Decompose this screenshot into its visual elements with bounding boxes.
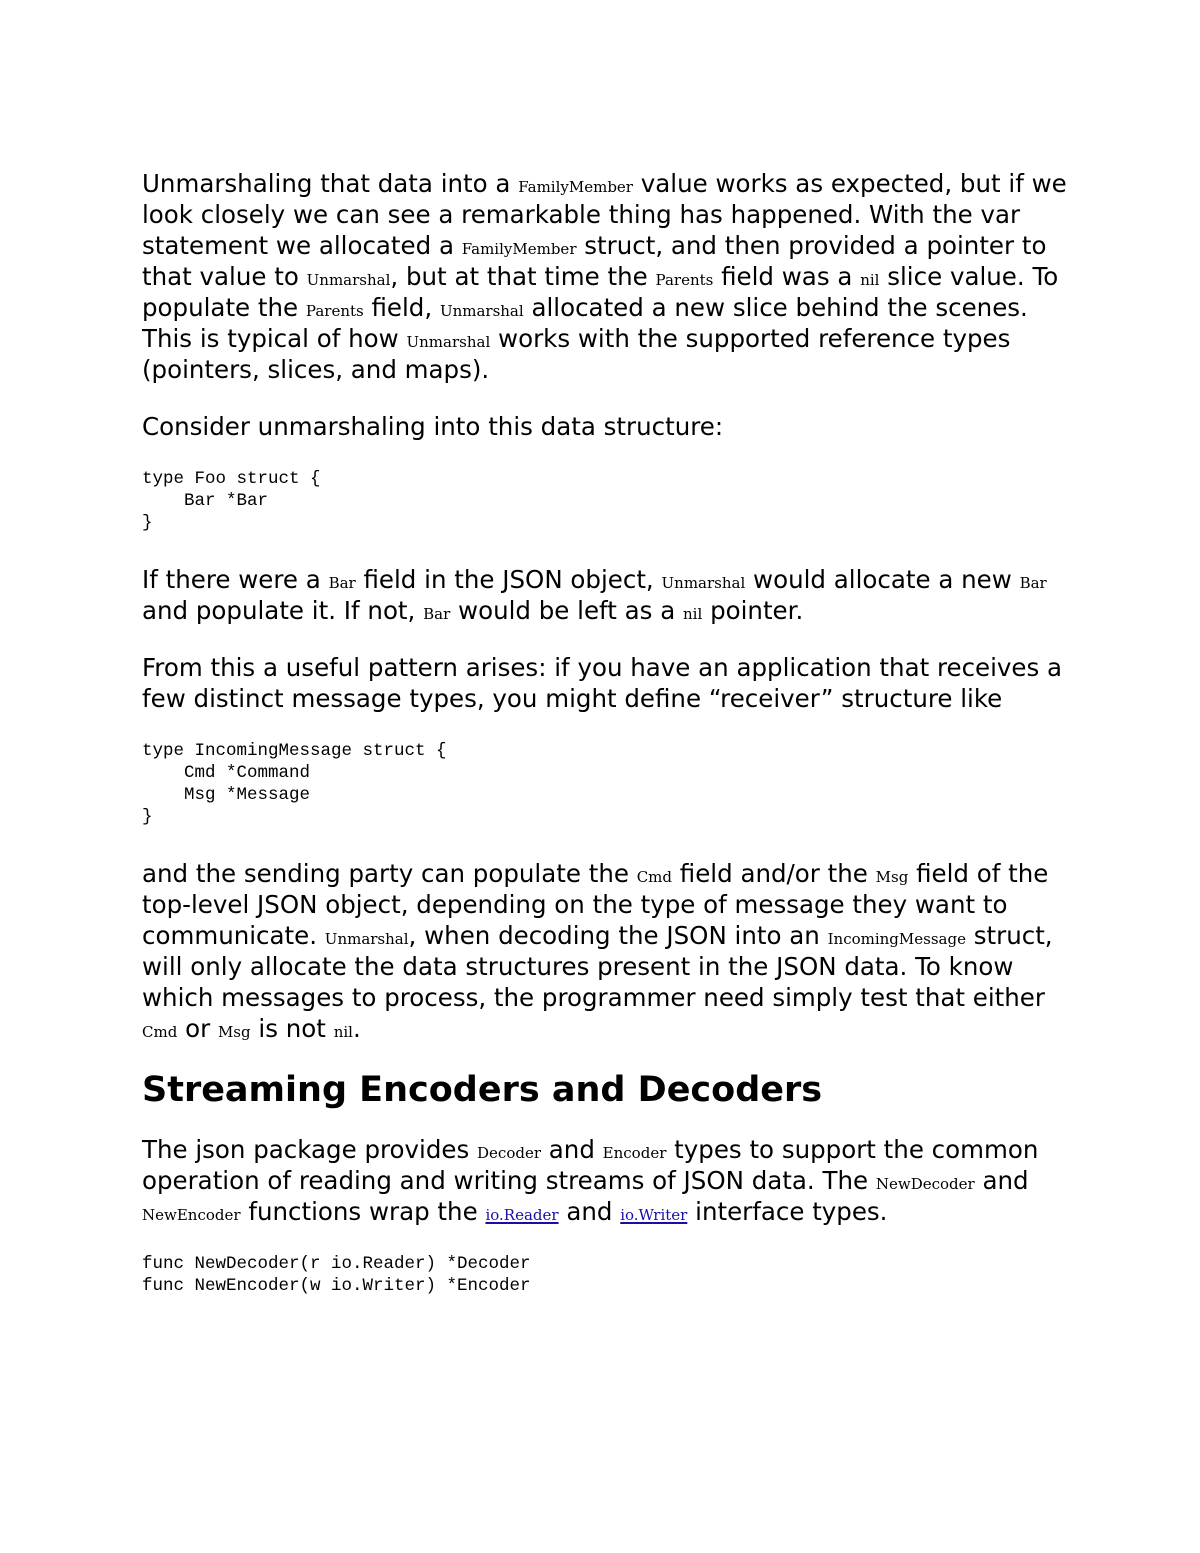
text-run: field of the top-level JSON object, depending on the type of message they want to communicate. [142,859,1049,950]
text-run: allocated a new slice behind the scenes. This is typical of how [142,293,1028,353]
inline-code-msg: Msg [875,868,909,886]
inline-code-unmarshal: Unmarshal [324,930,409,948]
code-block-new-functions: func NewDecoder(r io.Reader) *Decoder func NewEncoder(w io.Writer) *Encoder [142,1254,531,1296]
text-run: Unmarshaling that data into a [142,169,519,198]
paragraph-sending-party [142,858,1082,1044]
section-heading: Streaming Encoders and Decoders [142,1070,823,1110]
inline-code-unmarshal: Unmarshal [439,302,524,320]
inline-code-decoder: Decoder [477,1144,541,1162]
text-run: and [974,1166,1029,1195]
text-run: field in the JSON object, [355,565,662,594]
inline-code-parents: Parents [305,302,364,320]
inline-code-familymember: FamilyMember [461,240,577,258]
text-run: field and/or the [672,859,876,888]
text-run: pointer. [702,596,804,625]
inline-code-bar: Bar [328,574,356,592]
inline-code-encoder: Encoder [602,1144,667,1162]
text-run: The json package provides [142,1135,478,1164]
text-run: struct, and then provided a pointer to that value to [142,231,1047,291]
text-run: interface types. [687,1197,888,1226]
text-run: functions wrap the [240,1197,486,1226]
inline-code-bar: Bar [1019,574,1047,592]
text-run: . [352,1014,361,1043]
text-run: struct, will only allocate the data structures present in the JSON data. To know which messages to process, the programmer need simply test that either [142,921,1053,1012]
inline-code-parents: Parents [655,271,714,289]
inline-code-newdecoder: NewDecoder [875,1175,975,1193]
text-run: or [177,1014,218,1043]
text-run: If there were a [142,565,329,594]
inline-code-msg: Msg [217,1023,251,1041]
io-writer-link[interactable] [620,1197,687,1226]
io-reader-link-text[interactable]: io.Reader [485,1206,559,1224]
inline-code-nil: nil [683,605,703,623]
io-writer-link-text[interactable]: io.Writer [620,1206,688,1224]
document-page [142,168,1082,1327]
io-reader-link[interactable] [485,1197,558,1226]
text-run: would allocate a new [745,565,1020,594]
paragraph-consider-structure [142,411,1082,442]
text-run: Consider unmarshaling into this data structure: [142,412,724,441]
paragraph-unmarshal-allocation [142,168,1082,385]
inline-code-familymember: FamilyMember [518,178,633,196]
paragraph-json-package [142,1134,1082,1227]
text-run: field was a [713,262,861,291]
code-block-incoming-message: type IncomingMessage struct { Cmd *Command Msg *Message } [142,741,447,827]
text-run: and populate it. If not, [142,596,424,625]
text-run: From this a useful pattern arises: if you have an application that receives a few distinct message types, you might define “receiver” structure like [142,653,1063,713]
inline-code-nil: nil [860,271,880,289]
text-run: types to support the common operation of reading and writing streams of JSON data. The [142,1135,1039,1195]
text-run: , but at that time the [390,262,656,291]
paragraph-receiver-pattern [142,652,1082,714]
text-run: , when decoding the JSON into an [408,921,828,950]
inline-code-newencoder: NewEncoder [142,1206,241,1224]
inline-code-unmarshal: Unmarshal [661,574,746,592]
text-run: and [558,1197,621,1226]
inline-code-unmarshal: Unmarshal [406,333,491,351]
text-run: would be left as a [450,596,684,625]
text-run: is not [250,1014,334,1043]
text-run: value works as expected, but if we look closely we can see a remarkable thing has happened. With the var statement we allocated a [142,169,1067,260]
inline-code-bar: Bar [423,605,451,623]
inline-code-incomingmessage: IncomingMessage [827,930,966,948]
paragraph-bar-field [142,564,1082,626]
text-run: and the sending party can populate the [142,859,637,888]
inline-code-unmarshal: Unmarshal [306,271,391,289]
inline-code-cmd: Cmd [636,868,673,886]
text-run: works with the supported reference types (pointers, slices, and maps). [142,324,1011,384]
text-run: and [541,1135,603,1164]
text-run: field, [363,293,440,322]
inline-code-nil: nil [333,1023,353,1041]
inline-code-cmd: Cmd [142,1023,178,1041]
text-run: slice value. To populate the [142,262,1059,322]
code-block-foo-struct: type Foo struct { Bar *Bar } [142,469,321,533]
